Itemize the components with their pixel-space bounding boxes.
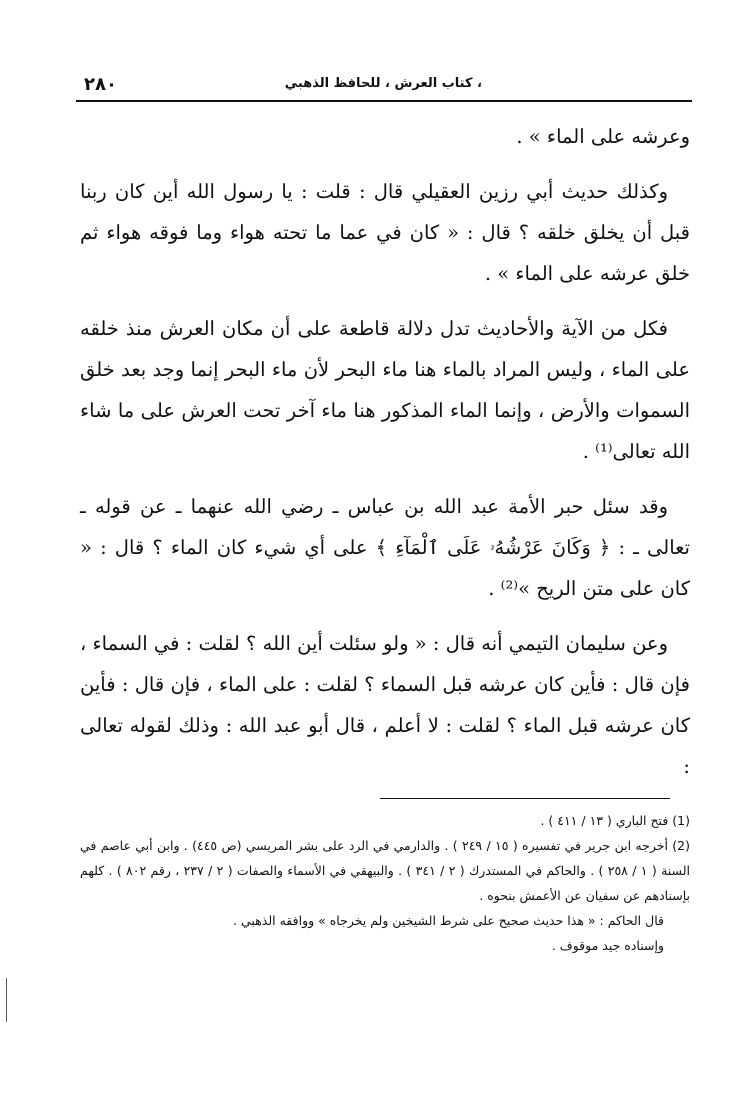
footnote-divider xyxy=(380,798,670,799)
paragraph: وكذلك حديث أبي رزين العقيلي قال : قلت : يا رسول الله أين كان ربنا قبل أن يخلق خلقه ؟ قال : « كان في عما ما تحته هواء وما فوقه هواء ثم خلق عرشه على الماء » . xyxy=(80,180,690,285)
footnote-2-continuation: وإسناده جيد موقوف . xyxy=(551,938,664,953)
footnote-2: (2) أخرجه ابن جرير في تفسيره ( ١٥ / ٢٤٩ ) . والدارمي في الرد على بشر المريسي (ص ٤٤٥) . وابن أبي عاصم في السنة ( ١ / ٢٥٨ ) . والحاكم في المستدرك ( ٢ / ٣٤١ ) . والبيهقي في الأسماء والصفات ( ٢ / ٢٣٧ ، رقم ٨٠٢ ) . كلهم بإسنادهم عن سفيان عن الأعمش بنحوه . xyxy=(80,838,690,903)
page-number: ٢٨٠ xyxy=(84,74,117,95)
scan-edge-mark xyxy=(6,978,7,1022)
main-text xyxy=(80,116,690,801)
footnote-1: (1) فتح الباري ( ١٣ / ٤١١ ) . xyxy=(540,813,690,828)
footnotes xyxy=(80,808,690,958)
paragraph: وعن سليمان التيمي أنه قال : « ولو سئلت أين الله ؟ لقلت : في السماء ، فإن قال : فأين كان عرشه قبل السماء ؟ لقلت : على الماء ، فإن قال : فأين كان عرشه قبل الماء ؟ لقلت : لا أعلم ، قال أبو عبد الله : وذلك لقوله تعالى : xyxy=(80,632,690,778)
footnote-2-continuation: قال الحاكم : « هذا حديث صحيح على شرط الشيخين ولم يخرجاه » ووافقه الذهبي . xyxy=(233,913,664,928)
paragraph: وعرشه على الماء » . xyxy=(516,125,690,148)
paragraph: فكل من الآية والأحاديث تدل دلالة قاطعة على أن مكان العرش منذ خلقه على الماء ، وليس المراد بالماء هنا ماء البحر لأن ماء البحر إنما وجد بعد خلق السموات والأرض ، وإنما الماء المذكور هنا ماء آخر تحت العرش على ما شاء الله تعالى⁽¹⁾ . xyxy=(80,317,690,463)
paragraph: وقد سئل حبر الأمة عبد الله بن عباس ـ رضي الله عنهما ـ عن قوله ـ تعالى ـ : ﴿ وَكَانَ عَرْشُهُۥ عَلَى ٱلْمَآءِ ﴾ على أي شيء كان الماء ؟ قال : « كان على متن الريح »⁽²⁾ . xyxy=(80,495,690,600)
page-header xyxy=(76,62,692,102)
running-title: ، كتاب العرش ، للحافظ الذهبي xyxy=(284,76,482,91)
header-divider xyxy=(76,100,692,102)
